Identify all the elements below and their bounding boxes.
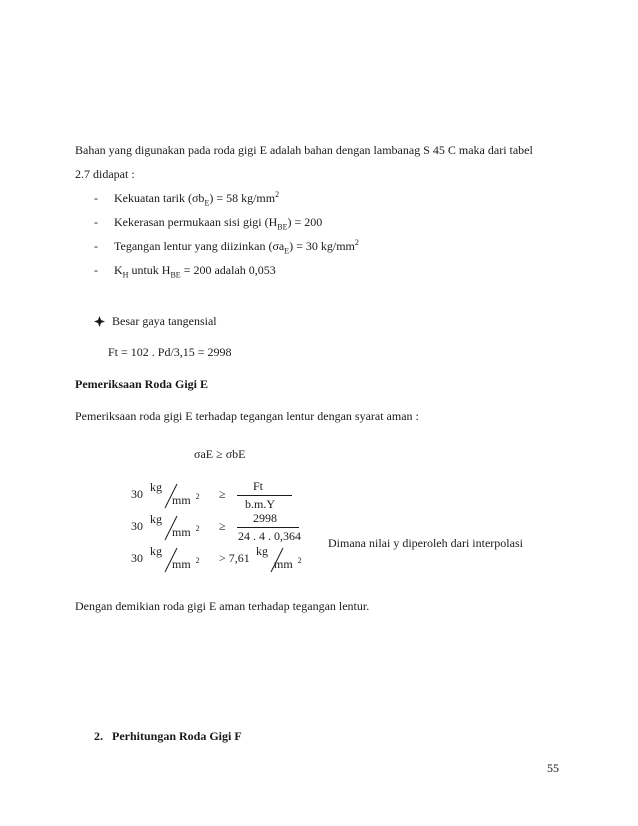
subscript: BE <box>277 222 288 232</box>
unit-denominator <box>172 557 200 572</box>
operator: ≥ <box>219 519 226 533</box>
fraction-bar <box>237 527 299 528</box>
subscript: BE <box>170 270 181 280</box>
denominator: 24 . 4 . 0,364 <box>238 529 301 543</box>
numerator: Ft <box>253 479 264 493</box>
unit-denominator <box>172 493 200 508</box>
tangential-label: Besar gaya tangensial <box>112 314 217 328</box>
tangential-equation: Ft = 102 . Pd/3,15 = 2998 <box>108 345 232 359</box>
superscript: 2 <box>195 524 200 533</box>
formula-note: Dimana nilai y diperoleh dari interpolasi <box>328 536 523 550</box>
fraction-bar <box>237 495 292 496</box>
list-text: Tegangan lentur yang diizinkan (σa <box>114 239 285 253</box>
list-text: Kekerasan permukaan sisi gigi (H <box>114 215 278 229</box>
list-text: ) = 200 <box>287 215 323 229</box>
list-item <box>94 263 276 280</box>
superscript: 2 <box>195 492 200 501</box>
list-text: Kekuatan tarik (σb <box>114 191 205 205</box>
unit-numerator: kg <box>150 480 162 494</box>
section-title: Perhitungan Roda Gigi F <box>112 729 242 743</box>
list-text: ) = 58 kg/mm <box>209 191 276 205</box>
unit-text: mm <box>172 557 191 571</box>
superscript: 2 <box>297 556 302 565</box>
list-item <box>94 215 323 232</box>
list-text: ) = 30 kg/mm <box>289 239 355 253</box>
operator-value: > 7,61 <box>219 551 250 565</box>
safety-condition: σaE ≥ σbE <box>194 447 246 461</box>
coefficient: 30 <box>131 519 143 533</box>
unit-denominator <box>274 557 302 572</box>
list-dash: - <box>94 215 98 229</box>
diamond-bullet-icon <box>94 316 105 327</box>
numerator: 2998 <box>253 511 277 525</box>
unit-numerator: kg <box>150 512 162 526</box>
paragraph-line-1: Bahan yang digunakan pada roda gigi E adalah bahan dengan lambanag S 45 C maka dari tabel <box>75 143 533 157</box>
unit-text: mm <box>274 557 293 571</box>
unit-text: mm <box>172 525 191 539</box>
list-text: untuk H <box>128 263 171 277</box>
section-heading: Pemeriksaan Roda Gigi E <box>75 377 209 391</box>
next-section-heading <box>94 729 242 744</box>
section-number: 2. <box>94 729 103 743</box>
denominator: b.m.Y <box>245 497 275 511</box>
unit-denominator <box>172 525 200 540</box>
unit-text: mm <box>172 493 191 507</box>
page-number: 55 <box>547 761 559 775</box>
list-dash: - <box>94 263 98 277</box>
conclusion: Dengan demikian roda gigi E aman terhadap tegangan lentur. <box>75 599 370 613</box>
paragraph-line-2: 2.7 didapat : <box>75 167 135 181</box>
superscript: 2 <box>275 190 280 199</box>
coefficient: 30 <box>131 487 143 501</box>
unit-numerator: kg <box>150 544 162 558</box>
subscript: E <box>204 198 210 208</box>
section-intro: Pemeriksaan roda gigi E terhadap tegangan lentur dengan syarat aman : <box>75 409 419 423</box>
list-text: K <box>114 263 123 277</box>
list-dash: - <box>94 191 98 205</box>
list-dash: - <box>94 239 98 253</box>
superscript: 2 <box>195 556 200 565</box>
superscript: 2 <box>354 238 359 247</box>
subscript: H <box>122 270 129 280</box>
unit-numerator: kg <box>256 544 268 558</box>
list-text: = 200 adalah 0,053 <box>180 263 276 277</box>
operator: ≥ <box>219 487 226 501</box>
coefficient: 30 <box>131 551 143 565</box>
subscript: E <box>284 246 290 256</box>
